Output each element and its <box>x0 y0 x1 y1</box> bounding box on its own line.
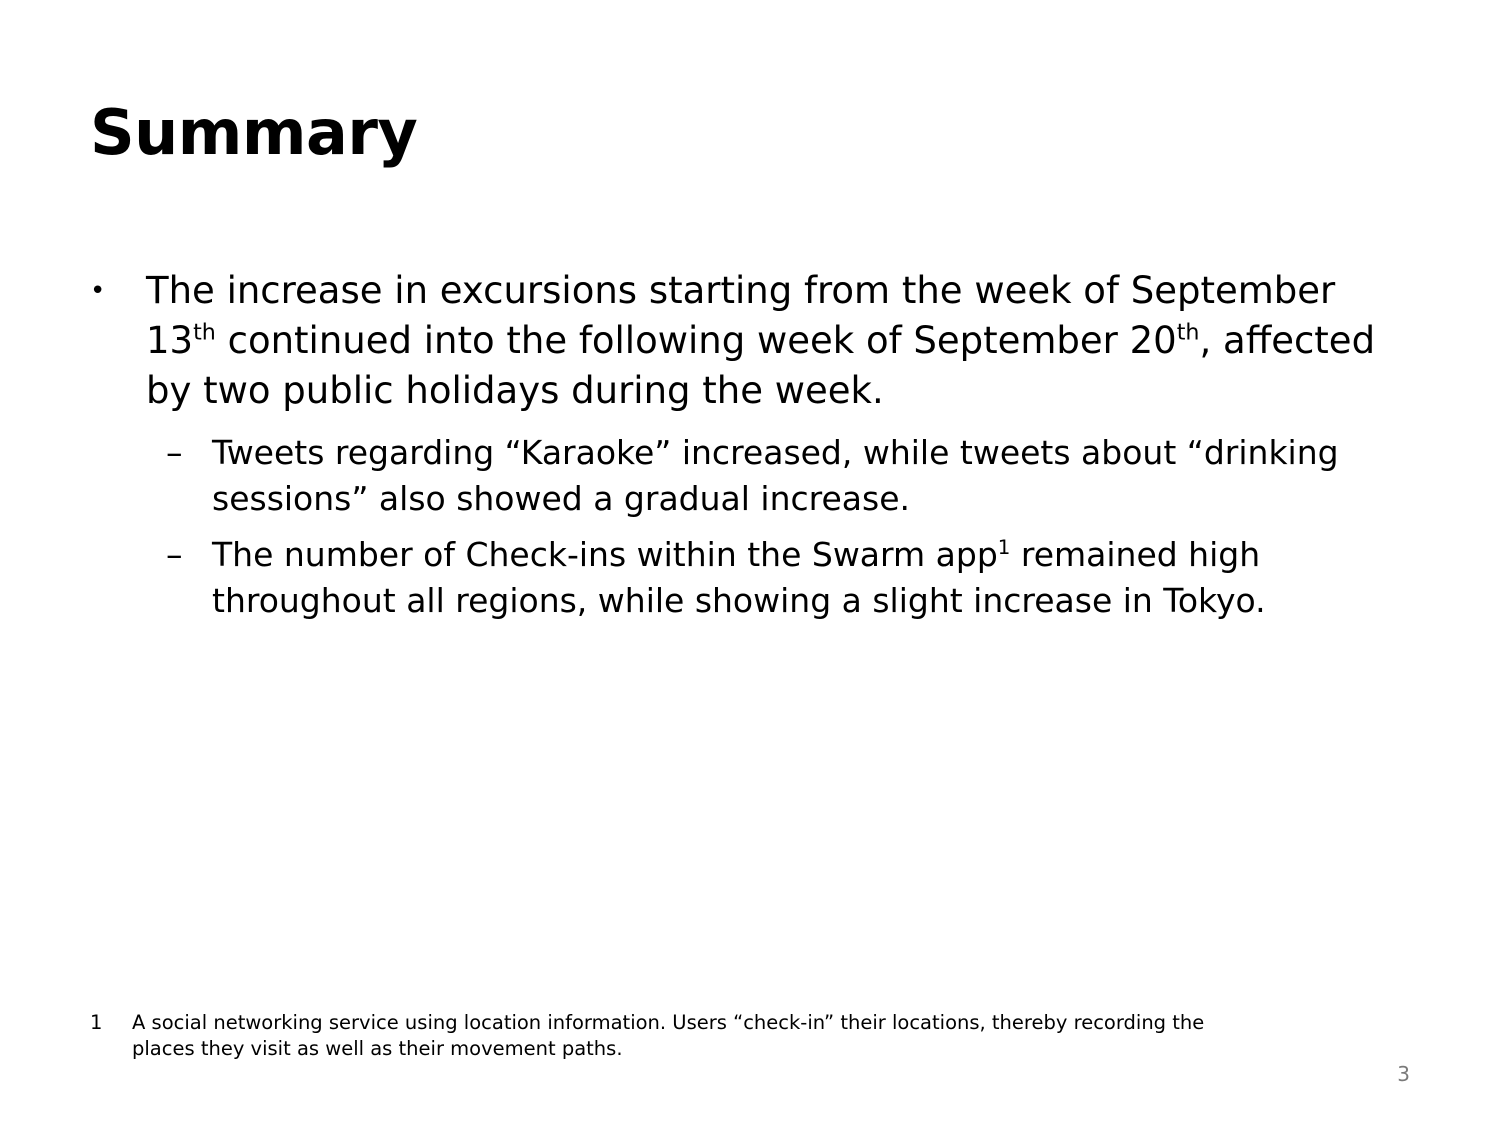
footnote-number: 1 <box>90 1011 103 1034</box>
sub-bullet-text-part1: The number of Check-ins within the Swarm app <box>212 535 998 574</box>
ordinal-suffix: th <box>193 319 216 346</box>
footnote-text: A social networking service using location information. Users “check-in” their locations, thereby recording the places they visit as well as their movement paths. <box>132 1011 1205 1060</box>
ordinal-suffix: th <box>1176 319 1200 346</box>
dash-icon: – <box>166 535 183 574</box>
page-number: 3 <box>1397 1062 1410 1086</box>
slide-title: Summary <box>90 96 418 169</box>
bullet-dot-icon: • <box>90 276 106 306</box>
sub-bullet-text: Tweets regarding “Karaoke” increased, while tweets about “drinking sessions” also showed a gradual increase. <box>212 433 1339 518</box>
main-bullet-text-part1: The increase in excursions starting from the week of September 13 <box>146 269 1336 362</box>
sub-bullet-list <box>0 430 1500 624</box>
footnote <box>90 1010 1290 1062</box>
main-bullet-text-part2: continued into the following week of September 20 <box>215 319 1177 362</box>
sub-bullet-text-part2: remained high throughout all regions, while showing a slight increase in Tokyo. <box>212 535 1266 620</box>
dash-icon: – <box>166 433 183 472</box>
sub-bullet-karaoke <box>0 430 1442 522</box>
footnote-reference: 1 <box>997 536 1011 560</box>
bullet-list <box>0 266 1500 634</box>
main-bullet-text-part3: , affected by two public holidays during the week. <box>146 319 1376 412</box>
main-bullet <box>0 266 1406 416</box>
sub-bullet-swarm <box>0 532 1442 624</box>
